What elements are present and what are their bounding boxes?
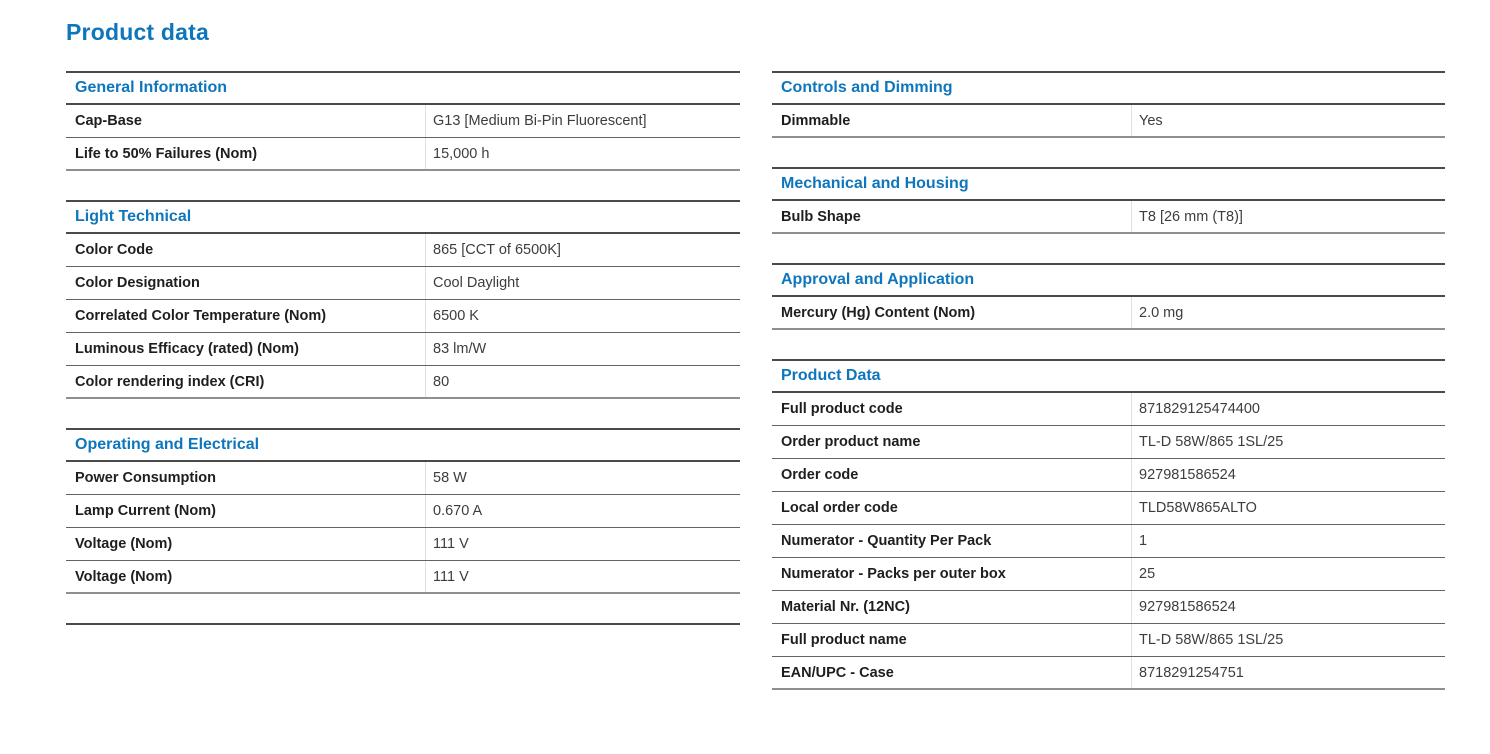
- spec-value: TLD58W865ALTO: [1131, 492, 1445, 524]
- spec-label: Order product name: [781, 434, 921, 450]
- spec-value: TL-D 58W/865 1SL/25: [1131, 624, 1445, 656]
- spec-value: 15,000 h: [425, 138, 740, 169]
- spec-label: Numerator - Packs per outer box: [781, 566, 1006, 582]
- section-controls-and-dimming: [772, 71, 1445, 138]
- spec-value: G13 [Medium Bi-Pin Fluorescent]: [425, 105, 740, 137]
- spec-label: Correlated Color Temperature (Nom): [75, 308, 327, 324]
- table-row: [66, 366, 740, 399]
- table-row: [66, 234, 740, 267]
- table-row: [66, 138, 740, 171]
- spec-label: Luminous Efficacy (rated) (Nom): [75, 341, 299, 357]
- spec-label: Full product code: [781, 401, 903, 417]
- spec-label: Color rendering index (CRI): [75, 373, 265, 390]
- spec-value: 865 [CCT of 6500K]: [425, 234, 740, 266]
- spec-label: Life to 50% Failures (Nom): [75, 145, 258, 162]
- spec-value: 25: [1131, 558, 1445, 590]
- spec-value: Yes: [1131, 105, 1445, 136]
- spec-value: 1: [1131, 525, 1445, 557]
- section-title: Light Technical: [66, 200, 740, 234]
- spec-value: 111 V: [425, 561, 740, 592]
- table-row: [772, 201, 1445, 234]
- spec-label: Cap-Base: [75, 113, 142, 129]
- table-row: [772, 459, 1445, 492]
- spec-label: Voltage (Nom): [75, 568, 173, 585]
- table-row: [66, 495, 740, 528]
- table-row: [772, 525, 1445, 558]
- table-row: [772, 492, 1445, 525]
- spec-value: T8 [26 mm (T8)]: [1131, 201, 1445, 232]
- table-row: [772, 297, 1445, 330]
- spec-value: TL-D 58W/865 1SL/25: [1131, 426, 1445, 458]
- right-column: [772, 71, 1445, 719]
- table-row: [772, 105, 1445, 138]
- section-light-technical: [66, 200, 740, 399]
- spec-value: 927981586524: [1131, 591, 1445, 623]
- spec-label: Full product name: [781, 632, 907, 648]
- table-row: [772, 558, 1445, 591]
- table-row: [66, 528, 740, 561]
- page-title: Product data: [66, 19, 209, 45]
- section-product-data: [772, 359, 1445, 690]
- spec-value: 58 W: [425, 462, 740, 494]
- table-row: [772, 591, 1445, 624]
- table-row: [66, 333, 740, 366]
- table-row: [66, 300, 740, 333]
- spec-value: 2.0 mg: [1131, 297, 1445, 328]
- spec-value: 83 lm/W: [425, 333, 740, 365]
- table-row: [66, 105, 740, 138]
- spec-label: EAN/UPC - Case: [781, 664, 894, 681]
- section-title: Operating and Electrical: [66, 428, 740, 462]
- table-row: [772, 426, 1445, 459]
- section-operating-and-electrical: [66, 428, 740, 594]
- spec-label: Power Consumption: [75, 470, 216, 486]
- spec-value: 0.670 A: [425, 495, 740, 527]
- spec-label: Numerator - Quantity Per Pack: [781, 533, 992, 549]
- spec-value: Cool Daylight: [425, 267, 740, 299]
- section-title: General Information: [66, 71, 740, 105]
- section-title: Controls and Dimming: [772, 71, 1445, 105]
- spec-label: Material Nr. (12NC): [781, 599, 910, 615]
- spec-value: 871829125474400: [1131, 393, 1445, 425]
- spec-value: 8718291254751: [1131, 657, 1445, 688]
- table-row: [772, 624, 1445, 657]
- spec-value: 80: [425, 366, 740, 397]
- spec-label: Color Code: [75, 242, 154, 258]
- section-mechanical-and-housing: [772, 167, 1445, 234]
- two-column-layout: [66, 71, 1445, 719]
- section-general-information: [66, 71, 740, 171]
- spec-label: Order code: [781, 467, 859, 483]
- spec-label: Lamp Current (Nom): [75, 503, 216, 519]
- spec-value: 6500 K: [425, 300, 740, 332]
- spec-label: Mercury (Hg) Content (Nom): [781, 304, 976, 321]
- table-row: [66, 462, 740, 495]
- section-title: Product Data: [772, 359, 1445, 393]
- section-title: Approval and Application: [772, 263, 1445, 297]
- left-column: [66, 71, 740, 625]
- section-divider-rule: [66, 623, 740, 625]
- section-approval-and-application: [772, 263, 1445, 330]
- spec-label: Bulb Shape: [781, 208, 861, 225]
- spec-value: 111 V: [425, 528, 740, 560]
- spec-label: Dimmable: [781, 112, 851, 129]
- spec-label: Voltage (Nom): [75, 536, 173, 552]
- spec-value: 927981586524: [1131, 459, 1445, 491]
- table-row: [66, 561, 740, 594]
- table-row: [772, 393, 1445, 426]
- table-row: [772, 657, 1445, 690]
- table-row: [66, 267, 740, 300]
- spec-label: Color Designation: [75, 275, 200, 291]
- section-title: Mechanical and Housing: [772, 167, 1445, 201]
- spec-label: Local order code: [781, 500, 898, 516]
